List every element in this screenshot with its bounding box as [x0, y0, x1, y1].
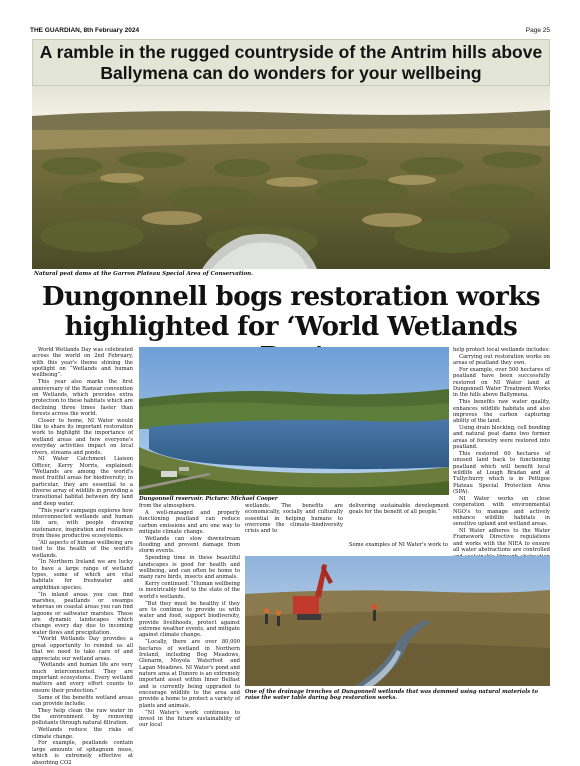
paragraph: “All aspects of human wellbeing are tied to the health of the world's wetlands. — [32, 539, 133, 559]
article-column-3 — [245, 503, 343, 550]
drainage-trench-caption: One of the drainage trenches at Dungonnell wetlands that was dammed using natural materials to raise the water table during bog restoration works. — [245, 689, 539, 702]
drainage-trench-photo — [245, 556, 550, 686]
paragraph: Closer to home, NI Water would like to share its important restoration work to highlight the importance of wetland areas and how everyone's everyday activities impact on local rivers, streams and ponds. — [32, 417, 133, 456]
examples-intro: Some examples of NI Water's work to — [349, 542, 448, 548]
paragraph: For example, peatlands contain large amounts of sphagnum moss, which is extremely effective at absorbing CO2 — [32, 740, 133, 766]
article-column-2 — [139, 503, 240, 729]
paragraph: “Locally, there are over 80,000 hectares of wetland in Northern Ireland, including Bog Meadows, Glenarm, Moyola Waterfoot and Lagan Meadows. NI Water's pond and nature area at Dunore is an extremely important asset within Inner Belfast and is currently being upgraded to encourage wildlife to the area and provide a home to protect a variety of plants and animals. — [139, 639, 240, 709]
paragraph: “In inland areas you can find marshes, peatlands or swamps whereas on coastal areas you can find lagoons or saltwater marshes. These are dynamic landscapes which change every day due to incoming water flows and precipitation. — [32, 591, 133, 636]
paragraph: Carrying out restoration works on areas of peatland they own. — [453, 353, 550, 367]
paragraph: This year also marks the first anniversary of the Ramsar convention on Wetlands, which provides extra protection to these habitats which are declining three times faster than forests across the world. — [32, 379, 133, 417]
paragraph: Some of the benefits wetland areas can provide include: — [32, 694, 133, 707]
paragraph: “World Wetlands Day provides a great opportunity to remind us all that we need to take care of and appreciate our wetland areas. — [32, 636, 133, 662]
reservoir-caption: Dungonnell reservoir. Picture: Michael Cooper — [139, 496, 278, 502]
paragraph: Wetlands can slow downstream flooding and prevent damage from storm events. — [139, 535, 240, 555]
article-column-4 — [349, 503, 449, 543]
masthead-paper-date: THE GUARDIAN, 8th February 2024 — [30, 27, 140, 34]
article-column-5 — [453, 347, 550, 554]
article-column-1 — [32, 347, 133, 766]
paragraph: NI Water works on close cooperation with environmental NGO's to manage and actively enhance wildlife habitats in sensitive upland and wetland areas. — [453, 495, 550, 528]
paragraph: from the atmosphere. — [139, 503, 197, 509]
paragraph: Using drain blocking, cell bunding and natural peat dams two former areas of forestry were restored into peatland. — [453, 425, 550, 451]
paragraph: “But they must be healthy if they are to continue to provide us with water and food, support biodiversity, provide livelihoods, protect against extreme weather events, and mitigate against climate change. — [139, 600, 240, 639]
paragraph: NI Water adheres to the Water Framework Directive regulations and works with the NIEA to ensure all water abstractions are controlled — [453, 528, 550, 554]
paragraph: delivering sustainable development goals for the benefit of all people.” — [349, 503, 449, 516]
masthead — [30, 27, 550, 37]
paragraph: For example, over 500 hectares of peatland have been successfully restored on NI Water land at Dungonnell Water Treatment Works in the hills above Ballymena. — [453, 367, 550, 399]
paragraph: “This year's campaign explores how interconnected wetlands and human life are, with people drawing sustenance, inspiration and resilience from these productive ecosystems. — [32, 507, 133, 539]
paragraph: Kerry continued: “Human wellbeing is inextricably tied to the state of the world's wetlands. — [139, 581, 240, 600]
paragraph: “Wetlands and human life are very much interconnected. They are important ecosystems. Every wetland matters and every effort counts to ensure their protection.” — [32, 662, 133, 694]
reservoir-photo — [139, 347, 449, 495]
paragraph: wetlands. The benefits are economically, socially and culturally essential in helping humans to overcome the climate–biodiversity crisis and to — [245, 503, 343, 535]
paragraph: They help clean the raw water in the environment by removing pollutants through natural filtration. — [32, 707, 133, 727]
hero-photo — [32, 86, 550, 269]
paragraph: “NI Water's work continues to invest in the future sustainability of our local — [139, 709, 240, 729]
paragraph: World Wetlands Day was celebrated across the world on 2nd February, with this year's theme shining the spotlight on “Wetlands and human wellbeing”. — [32, 347, 133, 379]
paragraph: This restored 60 hectares of unused land back to functioning peatland which will benefit local wildlife at Lough Bradan and at Tullychurry which is in Pettigoe Plateau Special Protection Area (SPA). — [453, 451, 550, 496]
paragraph: A well-managed and properly functioning peatland can reduce carbon emissions and are one way to mitigate climate change. — [139, 509, 240, 535]
paragraph: Spending time in these beautiful landscapes is good for health and wellbeing, and can often be home to many rare birds, insects and animals. — [139, 555, 240, 581]
banner — [32, 39, 550, 86]
banner-title: A ramble in the rugged countryside of the Antrim hills above Ballymena can do wonders for your wellbeing — [39, 42, 543, 83]
hero-caption: Natural peat dams at the Garron Plateau Special Area of Conservation. — [34, 271, 254, 277]
page-number: Page 25 — [525, 27, 550, 34]
headline: Dungonnell bogs restoration works highlighted for ‘World Wetlands — [42, 282, 540, 342]
paragraph: Wetlands reduce the risks of climate change. — [32, 727, 133, 740]
paragraph: This benefits raw water quality, enhances wildlife habitats and also improves the carbon capturing ability of the land. — [453, 399, 550, 425]
paragraph: help protect local wetlands includes: — [453, 347, 550, 353]
paragraph: “In Northern Ireland we are lucky to have a large range of wetland types, some of which are vital habitats for freshwater and amphibian species. — [32, 559, 133, 591]
paragraph: NI Water Catchment Liaison Officer, Kerry Morris, explained: “Wetlands are among the world's most fruitful areas for biodiversity; in particular, they are essential to a diverse array of wildlife in providing a transitional habitat between dry land and deep water. — [32, 456, 133, 507]
